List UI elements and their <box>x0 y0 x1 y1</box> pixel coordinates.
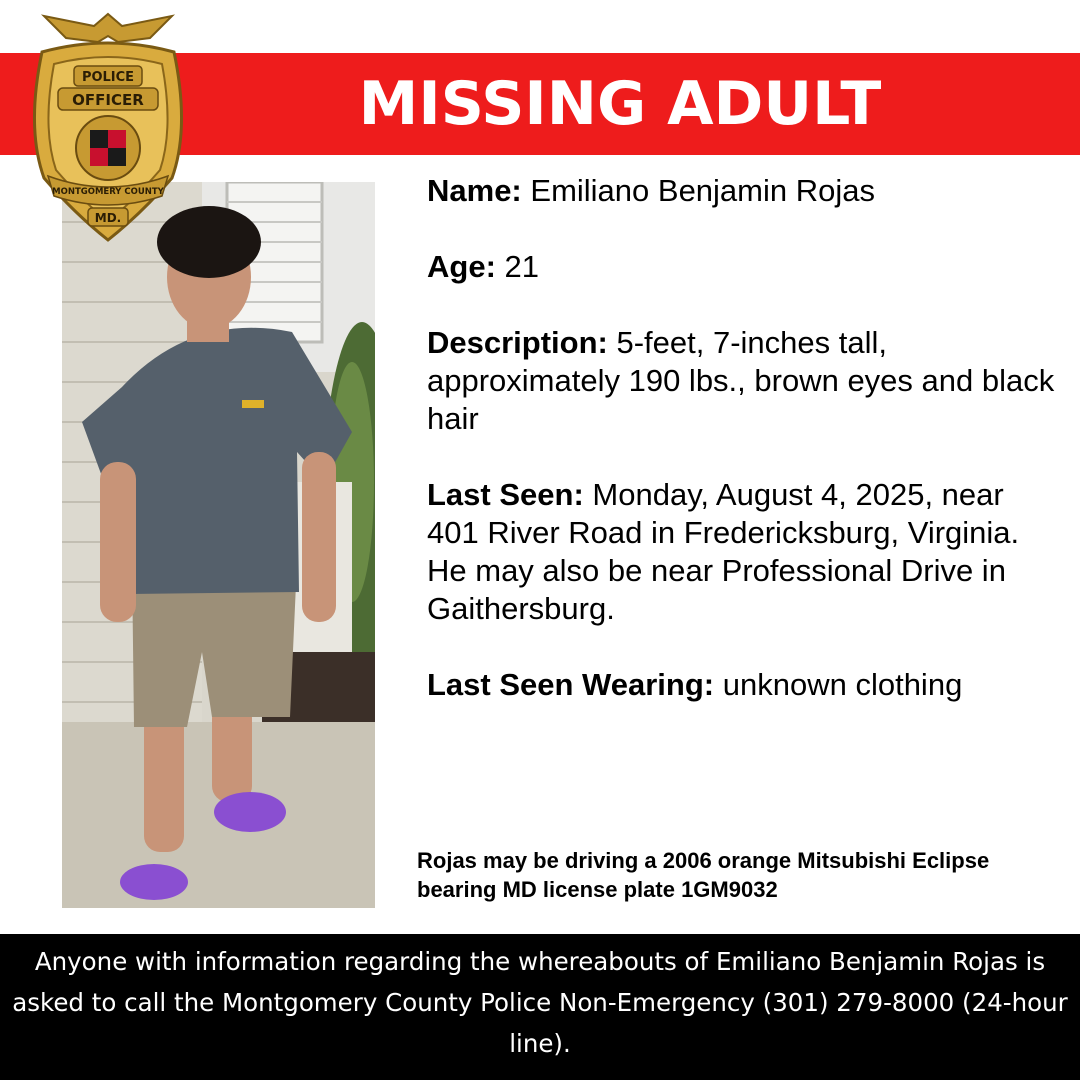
missing-person-photo <box>62 182 375 908</box>
age-value: 21 <box>504 249 539 284</box>
description-value: 5-feet, 7-inches tall, approximately 190 lbs., brown eyes and black hair <box>427 325 1055 436</box>
age-field <box>427 248 1057 286</box>
badge-county-text: MONTGOMERY COUNTY <box>52 187 164 197</box>
badge-middle-text: OFFICER <box>72 91 144 109</box>
age-label: Age: <box>427 249 496 284</box>
wearing-value: unknown clothing <box>722 667 963 702</box>
last-seen-label: Last Seen: <box>427 477 584 512</box>
photo-illustration <box>62 182 375 908</box>
name-label: Name: <box>427 173 522 208</box>
police-badge-icon <box>22 8 194 246</box>
last-seen-value: Monday, August 4, 2025, near 401 River Road in Fredericksburg, Virginia. He may also be near Professional Drive in Gaithersburg. <box>427 477 1020 626</box>
wearing-field <box>427 666 1057 704</box>
last-seen-field <box>427 476 1057 628</box>
badge-state-text: MD. <box>94 211 122 225</box>
vehicle-note: Rojas may be driving a 2006 orange Mitsubishi Eclipse bearing MD license plate 1GM9032 <box>417 848 990 902</box>
badge-top-text: POLICE <box>81 70 135 85</box>
name-field <box>427 172 1057 210</box>
person-details <box>427 172 1057 704</box>
description-label: Description: <box>427 325 608 360</box>
contact-footer <box>0 934 1080 1080</box>
name-value: Emiliano Benjamin Rojas <box>530 173 875 208</box>
wearing-label: Last Seen Wearing: <box>427 667 715 702</box>
page-title: MISSING ADULT <box>358 69 882 139</box>
contact-text: Anyone with information regarding the whereabouts of Emiliano Benjamin Rojas is asked to call the Montgomery County Police Non-Emergency (301) 279-8000 (24-hour line). <box>12 947 1068 1058</box>
description-field <box>427 324 1057 438</box>
